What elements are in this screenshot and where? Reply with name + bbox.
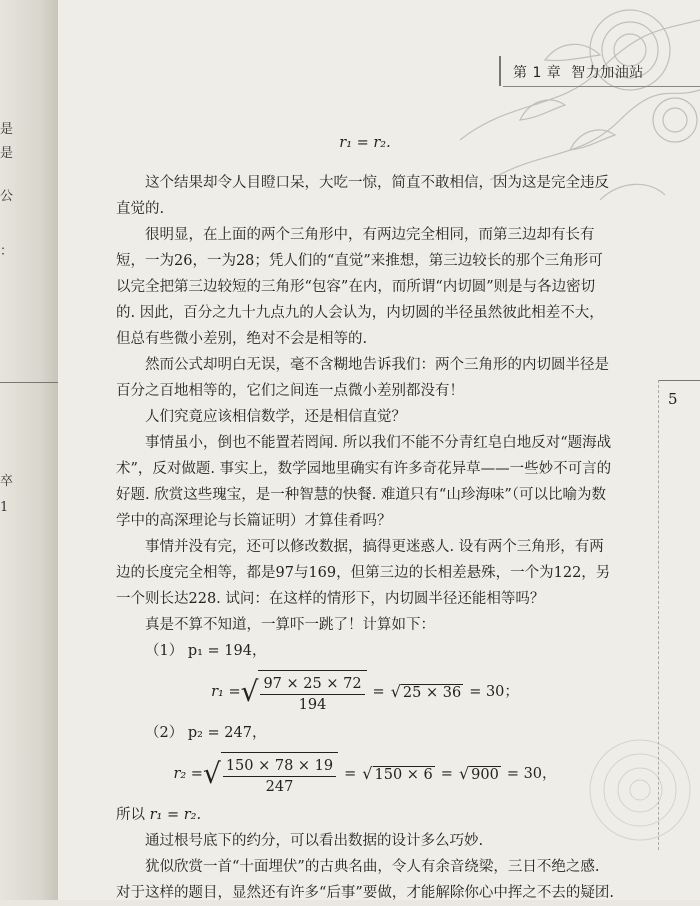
- left-page-fragment: 是: [0, 146, 14, 161]
- left-page-fragment: 1: [0, 500, 9, 515]
- paragraph: 真是不算不知道，一算吓一跳了！计算如下：: [145, 617, 435, 633]
- paragraph: 犹似欣赏一首“十面埋伏”的古典名曲，令人有余音绕梁，三日不绝之感. 对于这样的题目，显然还有许多“后事”要做，才能解除你心中挥之不去的疑团.: [116, 859, 614, 901]
- formula-r2: r₂ = √ $\frac{150 \times 78 \times 19}{247}$ = √ 150 × 6 = √ 900 = 30，: [116, 750, 614, 798]
- page-number-rule: [658, 380, 700, 381]
- conclusion: 所以 r₁ = r₂.: [116, 807, 202, 823]
- header-bar: [499, 56, 501, 86]
- left-page-fragment: 公: [0, 189, 14, 204]
- left-page-fragment: 卒: [0, 474, 14, 489]
- left-page-fragment: 是: [0, 122, 14, 137]
- paragraph: 通过根号底下的约分，可以看出数据的设计多么巧妙.: [145, 833, 484, 849]
- conclusion-equation: r₁ = r₂.: [149, 807, 202, 823]
- formula-result: = 30；: [469, 684, 519, 700]
- sqrt-icon: √: [240, 675, 259, 708]
- chapter-title: 智力加油站: [571, 65, 644, 81]
- sqrt-fraction: [241, 670, 367, 715]
- sqrt-icon: √: [202, 757, 221, 790]
- page-number: 5: [668, 390, 678, 408]
- fraction-denominator: 247: [265, 778, 294, 795]
- paragraph: 这个结果却令人目瞪口呆，大吃一惊，简直不敢相信，因为这是完全违反直觉的.: [116, 175, 609, 217]
- case-label: （1） p₁ = 194，: [145, 643, 267, 659]
- formula-lhs: r₂ =: [173, 766, 203, 782]
- margin-dashed-line: [658, 380, 660, 850]
- sqrt-expression: √ 900: [458, 763, 499, 783]
- book-page: [58, 0, 700, 900]
- fraction-numerator: 150 × 78 × 19: [223, 756, 336, 777]
- paragraph: 然而公式却明白无误，毫不含糊地告诉我们：两个三角形的内切圆半径是百分之百地相等的，它们之间连一点微小差别都没有！: [116, 357, 609, 399]
- sqrt-fraction: [203, 752, 338, 797]
- fraction-numerator: 97 × 25 × 72: [260, 674, 364, 695]
- paragraph: 人们究竟应该相信数学，还是相信直觉？: [145, 409, 406, 425]
- left-page-fragment: ：: [0, 244, 14, 259]
- sqrt-icon: √: [362, 763, 373, 783]
- paragraph: 事情并没有完，还可以修改数据，搞得更迷惑人. 设有两个三角形，有两边的长度完全相等，都是97与169，但第三边的长相差悬殊，一个为122，另一个则长达228. 试问：在这样的情形下，内切圆半径还能相等吗？: [116, 539, 611, 607]
- chapter-number: 第 1 章: [513, 65, 562, 81]
- body-text: [116, 115, 614, 906]
- formula-r1: r₁ = √ $\frac{97 \times 25 \times 72}{194}$ = √ 25 × 36 = 30；: [116, 668, 614, 716]
- paragraph: 事情虽小，倒也不能置若罔闻. 所以我们不能不分青红皂白地反对“题海战术”，反对做题. 事实上，数学园地里确实有许多奇花异草——一些妙不可言的好题. 欣赏这些瑰宝，是一种智慧的快餐. 难道只有“山珍海味”（可以比喻为数学中的高深理论与长篇证明）才算佳肴吗？: [116, 435, 612, 529]
- paragraph: 很明显，在上面的两个三角形中，有两边完全相同，而第三边却有长有短，一为26，一为28；凭人们的“直觉”来推想，第三边较长的那个三角形可以完全把第三边较短的三角形“包容”在内，而所谓“内切圆”则是与各边密切的. 因此，百分之九十九点九的人会认为，内切圆的半径虽然彼此相差不大，但总有些微小差别，绝对不会是相等的.: [116, 227, 604, 347]
- sqrt-expression: √ 25 × 36: [390, 681, 462, 701]
- sqrt-expression: √ 150 × 6: [362, 763, 433, 783]
- case-label: （2） p₂ = 247，: [145, 725, 267, 741]
- header-rule: [503, 86, 700, 87]
- sqrt-icon: √: [458, 763, 470, 783]
- running-header: [513, 62, 644, 82]
- equation-line: r₁ = r₂.: [339, 134, 391, 151]
- sqrt-icon: √: [390, 681, 401, 701]
- fraction-denominator: 194: [298, 696, 327, 713]
- formula-result: = 30，: [506, 766, 557, 782]
- formula-lhs: r₁ =: [211, 684, 241, 700]
